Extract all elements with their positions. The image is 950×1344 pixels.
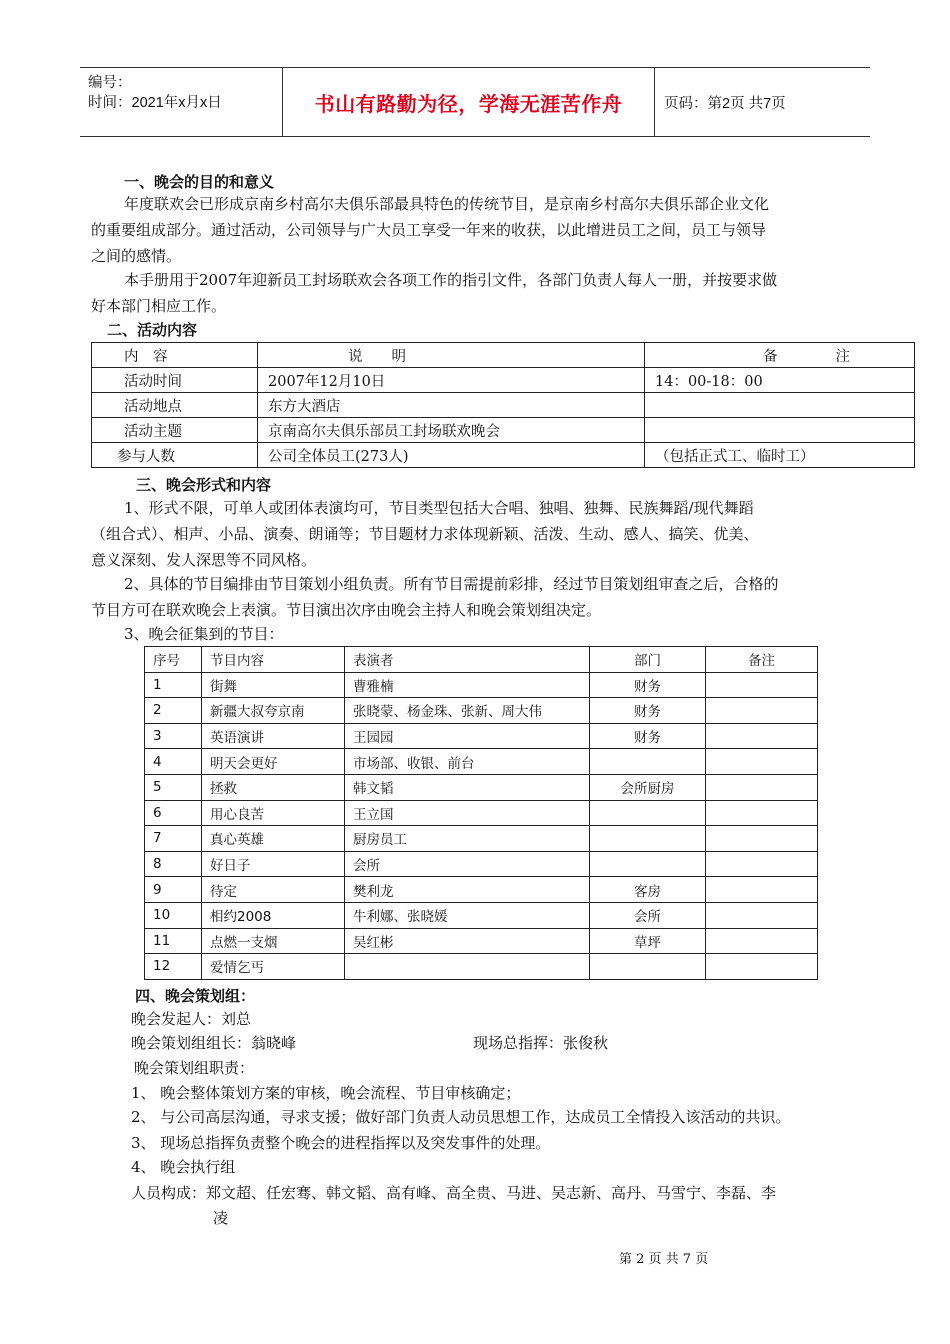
- site-director: 现场总指挥：张俊秋: [473, 1034, 609, 1052]
- table-cell: [706, 672, 818, 698]
- table-row: [92, 443, 915, 468]
- table-cell: [706, 749, 818, 775]
- table-cell: 参与人数: [92, 443, 258, 468]
- table-cell: 2: [145, 698, 202, 724]
- duties-title: 晚会策划组职责：: [134, 1059, 255, 1077]
- page-footer: 第 2 页 共 7 页: [619, 1252, 709, 1267]
- table-row: [92, 393, 915, 418]
- planning-leader: 晚会策划组组长：翁晓峰: [131, 1034, 297, 1052]
- table-row: [145, 851, 818, 877]
- table-cell: 11: [145, 928, 202, 954]
- table-cell: 爱情乞丐: [202, 954, 345, 980]
- document-number-label: 编号：: [88, 75, 132, 91]
- table-cell: 王立国: [345, 800, 590, 826]
- table-cell: 12: [145, 954, 202, 980]
- table-cell: 樊利龙: [345, 877, 590, 903]
- programs-table: [144, 646, 818, 980]
- section2-title: 二、活动内容: [107, 321, 198, 339]
- section1-paragraph: 之间的感情。: [91, 247, 182, 265]
- table-row: [145, 749, 818, 775]
- section1-paragraph: 年度联欢会已形成京南乡村高尔夫俱乐部最具特色的传统节目，是京南乡村高尔夫俱乐部企业文化: [124, 195, 770, 213]
- table-header-cell: 节目内容: [202, 647, 345, 673]
- section1-title: 一、晚会的目的和意义: [124, 173, 275, 191]
- section3-paragraph: 1、形式不限，可单人或团体表演均可，节目类型包括大合唱、独唱、独舞、民族舞蹈/现代舞蹈: [124, 499, 754, 517]
- table-cell: 4: [145, 749, 202, 775]
- table-cell: 5: [145, 774, 202, 800]
- section3-paragraph: 节目方可在联欢晚会上表演。节目演出次序由晚会主持人和晚会策划组决定。: [91, 601, 602, 619]
- table-cell: 3: [145, 723, 202, 749]
- table-cell: [590, 954, 706, 980]
- table-row: [145, 954, 818, 980]
- section3-title: 三、晚会形式和内容: [136, 476, 272, 494]
- section3-paragraph: （组合式）、相声、小品、演奏、朗诵等；节目题材力求体现新颖、活泼、生动、感人、搞笑、优美、: [91, 525, 759, 543]
- table-cell: 2007年12月10日: [258, 368, 645, 393]
- table-cell: 牛利娜、张晓媛: [345, 902, 590, 928]
- table-cell: （包括正式工、临时工）: [645, 443, 915, 468]
- table-header-cell: 备注: [706, 647, 818, 673]
- table-cell: 韩文韬: [345, 774, 590, 800]
- page-header: [80, 67, 870, 137]
- table-cell: [645, 418, 915, 443]
- table-cell: [706, 800, 818, 826]
- table-cell: [706, 877, 818, 903]
- header-divider: [654, 68, 655, 136]
- table-row: [145, 672, 818, 698]
- table-cell: 英语演讲: [202, 723, 345, 749]
- table-cell: 街舞: [202, 672, 345, 698]
- table-row: [92, 368, 915, 393]
- table-cell: [645, 393, 915, 418]
- members-line: 人员构成：郑文超、任宏骞、韩文韬、高有峰、高全贵、马进、吴志新、高丹、马雪宁、李磊、李: [131, 1184, 777, 1202]
- table-row: [145, 698, 818, 724]
- table-header-cell: 表演者: [345, 647, 590, 673]
- table-cell: 用心良苦: [202, 800, 345, 826]
- table-row: [92, 418, 915, 443]
- duty-item: 1、 晚会整体策划方案的审核，晚会流程、节目审核确定；: [131, 1084, 521, 1102]
- table-cell: 王园园: [345, 723, 590, 749]
- table-cell: [345, 954, 590, 980]
- table-cell: [590, 749, 706, 775]
- table-header-cell: 序号: [145, 647, 202, 673]
- table-cell: 会所厨房: [590, 774, 706, 800]
- table-header-cell: 说 明: [258, 343, 645, 368]
- table-row: [145, 826, 818, 852]
- table-row: [145, 774, 818, 800]
- section1-paragraph: 好本部门相应工作。: [91, 297, 227, 315]
- table-cell: 拯救: [202, 774, 345, 800]
- table-cell: 公司全体员工(273人): [258, 443, 645, 468]
- table-cell: 客房: [590, 877, 706, 903]
- table-cell: 14：00-18：00: [645, 368, 915, 393]
- table-cell: 市场部、收银、前台: [345, 749, 590, 775]
- table-row: [145, 928, 818, 954]
- table-cell: 1: [145, 672, 202, 698]
- table-cell: [590, 826, 706, 852]
- table-cell: 财务: [590, 698, 706, 724]
- table-cell: 京南高尔夫俱乐部员工封场联欢晚会: [258, 418, 645, 443]
- table-header-row: [92, 343, 915, 368]
- table-cell: 财务: [590, 672, 706, 698]
- members-line: 凌: [213, 1209, 229, 1227]
- table-cell: [706, 698, 818, 724]
- table-cell: [706, 774, 818, 800]
- table-cell: [706, 954, 818, 980]
- table-cell: 吴红彬: [345, 928, 590, 954]
- section3-paragraph: 3、晚会征集到的节目：: [124, 625, 284, 643]
- section3-paragraph: 2、具体的节目编排由节目策划小组负责。所有节目需提前彩排，经过节目策划组审查之后，合格的: [124, 575, 779, 593]
- duty-item: 2、 与公司高层沟通，寻求支援；做好部门负责人动员思想工作，达成员工全情投入该活动的共识。: [131, 1108, 791, 1126]
- duty-item: 4、 晚会执行组: [131, 1158, 236, 1176]
- table-row: [145, 800, 818, 826]
- table-cell: 明天会更好: [202, 749, 345, 775]
- table-cell: 东方大酒店: [258, 393, 645, 418]
- table-cell: [706, 902, 818, 928]
- table-cell: 待定: [202, 877, 345, 903]
- table-cell: 活动时间: [92, 368, 258, 393]
- table-header-cell: 备 注: [645, 343, 915, 368]
- table-cell: [706, 851, 818, 877]
- table-cell: 厨房员工: [345, 826, 590, 852]
- table-header-cell: 部门: [590, 647, 706, 673]
- section4-title: 四、晚会策划组：: [135, 987, 256, 1005]
- table-cell: 新疆大叔夸京南: [202, 698, 345, 724]
- duty-item: 3、 现场总指挥负责整个晚会的进程指挥以及突发事件的处理。: [131, 1134, 551, 1152]
- table-cell: 真心英雄: [202, 826, 345, 852]
- table-row: [145, 877, 818, 903]
- activity-table: [91, 342, 915, 468]
- table-row: [145, 902, 818, 928]
- table-cell: 会所: [590, 902, 706, 928]
- table-cell: [590, 800, 706, 826]
- table-cell: 张晓蒙、杨金珠、张新、周大伟: [345, 698, 590, 724]
- table-cell: 9: [145, 877, 202, 903]
- document-date: 时间：2021年x月x日: [88, 95, 222, 111]
- table-cell: 8: [145, 851, 202, 877]
- table-header-row: [145, 647, 818, 673]
- table-cell: 好日子: [202, 851, 345, 877]
- table-cell: 相约2008: [202, 902, 345, 928]
- table-cell: 草坪: [590, 928, 706, 954]
- table-cell: [706, 826, 818, 852]
- header-meta: [88, 73, 222, 113]
- section1-paragraph: 本手册用于2007年迎新员工封场联欢会各项工作的指引文件，各部门负责人每人一册，并按要求做: [124, 271, 778, 289]
- table-cell: 曹雅楠: [345, 672, 590, 698]
- table-cell: [706, 928, 818, 954]
- table-cell: 6: [145, 800, 202, 826]
- table-header-cell: 内 容: [92, 343, 258, 368]
- table-cell: [590, 851, 706, 877]
- table-cell: 10: [145, 902, 202, 928]
- header-page-info: 页码：第2页 共7页: [664, 96, 786, 112]
- table-cell: 会所: [345, 851, 590, 877]
- planning-sponsor: 晚会发起人：刘总: [131, 1010, 252, 1028]
- section3-paragraph: 意义深刻、发人深思等不同风格。: [91, 551, 317, 569]
- section1-paragraph: 的重要组成部分。通过活动，公司领导与广大员工享受一年来的收获，以此增进员工之间，员工与领导: [91, 221, 767, 239]
- table-cell: 7: [145, 826, 202, 852]
- table-row: [145, 723, 818, 749]
- header-motto: 书山有路勤为径，学海无涯苦作舟: [314, 91, 623, 116]
- table-cell: 活动地点: [92, 393, 258, 418]
- table-cell: [706, 723, 818, 749]
- table-cell: 点燃一支烟: [202, 928, 345, 954]
- table-cell: 活动主题: [92, 418, 258, 443]
- table-cell: 财务: [590, 723, 706, 749]
